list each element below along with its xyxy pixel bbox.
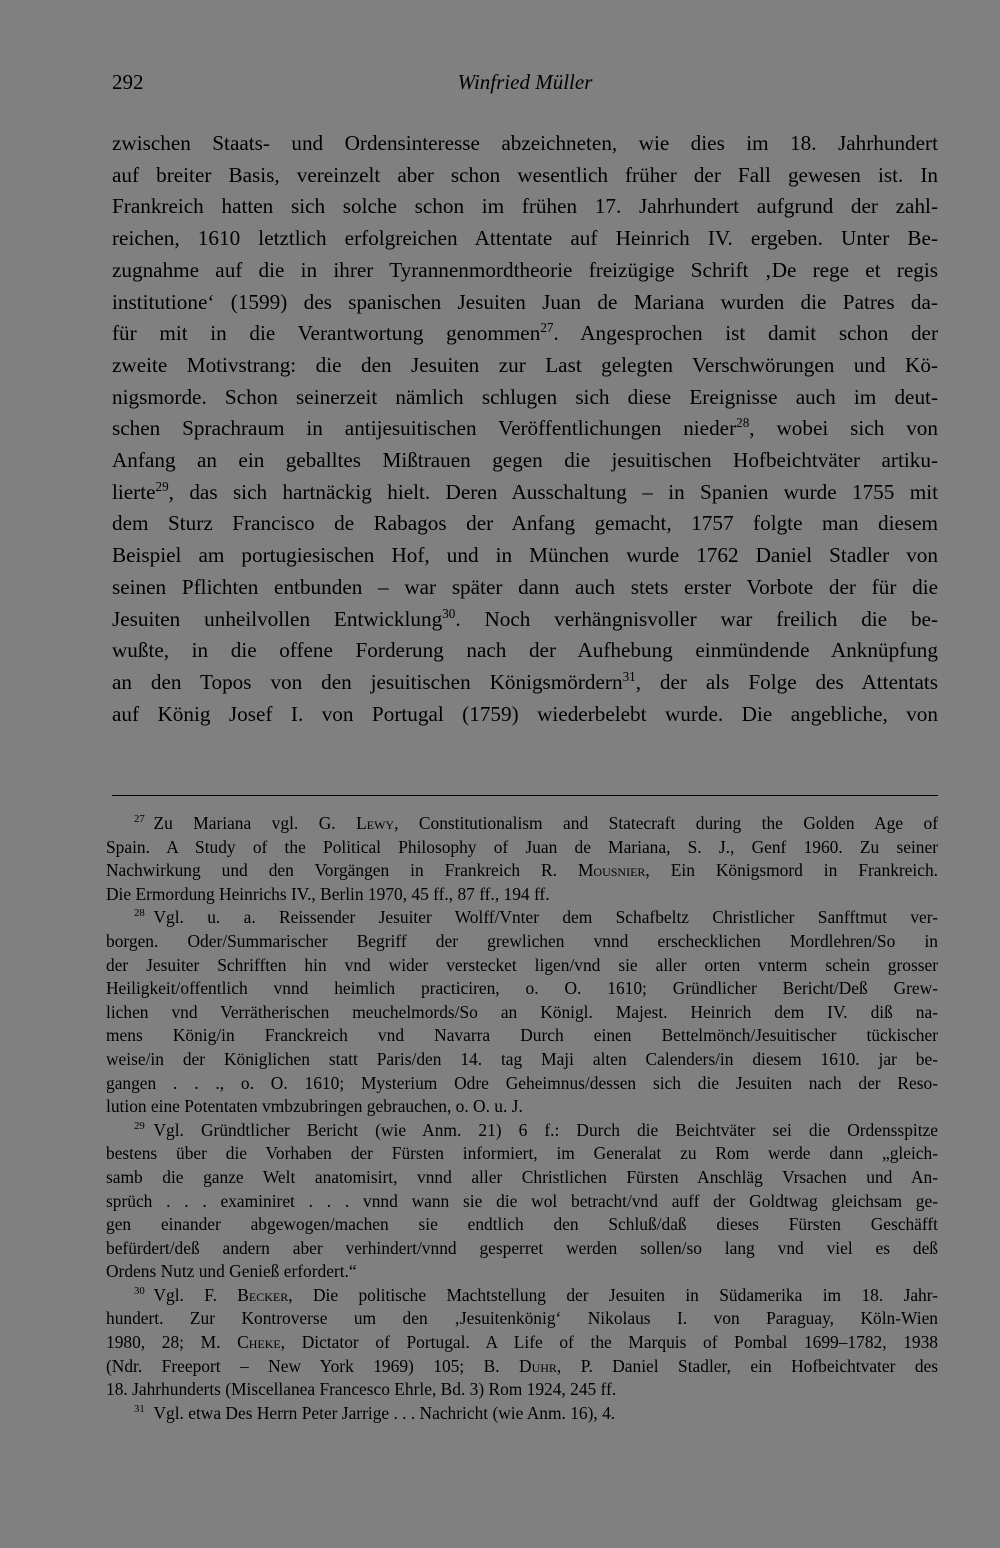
body-line xyxy=(112,572,938,604)
author-name: Becker xyxy=(237,1284,289,1305)
body-line xyxy=(112,445,938,477)
body-line-text: , wobei sich von xyxy=(749,416,938,441)
footnote-line: borgen. Oder/Summarischer Begriff der grewlichen vnnd erschecklichen Mordlehren/So in xyxy=(106,930,938,951)
footnote xyxy=(106,1119,938,1284)
footnote-number: 31 xyxy=(134,1403,145,1416)
footnote-line: (Ndr. Freeport – New York 1969) 105; B. Duhr, P. Daniel Stadler, ein Hofbeichtvater des xyxy=(106,1355,939,1376)
footnote-line: gen einander abgewogen/machen sie endtlich den Schluß/daß dieses Fürsten Geschäfft xyxy=(106,1214,938,1235)
body-line-text: Beispiel am portugiesischen Hof, und in München wurde 1762 Daniel Stadler von xyxy=(112,543,938,568)
footnote-line: lution eine Potentaten vmbzubringen gebrauchen, o. O. u. J. xyxy=(106,1096,523,1117)
body-line xyxy=(112,477,938,509)
body-line xyxy=(112,128,938,160)
body-line xyxy=(112,350,938,382)
body-line xyxy=(112,604,938,636)
footnote-line: Ordens Nutz und Genieß erfordert.“ xyxy=(106,1261,357,1282)
body-line-text: Jesuiten unheilvollen Entwicklung xyxy=(112,606,443,631)
author-name: Duhr xyxy=(519,1355,557,1376)
footnote-ref: 31 xyxy=(622,668,636,684)
footnote-ref: 28 xyxy=(736,415,750,431)
body-line xyxy=(112,667,938,699)
footnote-line: $^{30}$ Vgl. F. Becker, Die politische Machtstellung der Jesuiten in Südamerika im 18. Jahr- xyxy=(134,1284,938,1305)
body-line xyxy=(112,287,938,319)
body-line xyxy=(112,699,938,731)
body-line-text: , das sich hartnäckig hielt. Deren Ausschaltung – in Spanien wurde 1755 mit xyxy=(168,479,938,504)
footnote-ref: 27 xyxy=(540,320,554,336)
footnote-line: 18. Jahrhunderts (Miscellanea Francesco Ehrle, Bd. 3) Rom 1924, 245 ff. xyxy=(106,1379,617,1400)
body-line xyxy=(112,223,938,255)
body-line-text: . Angesprochen ist damit schon der xyxy=(553,321,938,346)
body-line-text: reichen, 1610 letztlich erfolgreichen Attentate auf Heinrich IV. ergeben. Unter Be- xyxy=(112,226,938,251)
body-line xyxy=(112,318,938,350)
footnote-line: $^{27}$ Zu Mariana vgl. G. Lewy, Constitutionalism and Statecraft during the Golden Age of xyxy=(134,813,939,833)
footnote-number: 28 xyxy=(134,907,145,920)
footnote-number: 27 xyxy=(134,813,145,826)
footnote-ref: 30 xyxy=(442,605,456,621)
body-line xyxy=(112,382,938,414)
footnote-ref: 29 xyxy=(155,478,169,494)
body-line-text: für mit in die Verantwortung genommen xyxy=(112,321,541,346)
footnote-line: 1980, 28; M. Cheke, Dictator of Portugal. A Life of the Marquis of Pombal 1699–1782, 1938 xyxy=(106,1332,938,1353)
footnote-line: $^{29}$ Vgl. Gründtlicher Bericht (wie Anm. 21) 6 f.: Durch die Beichtväter sei die Ordensspitze xyxy=(134,1119,938,1140)
footnote-line: der Jesuiter Schrifften hin vnd wider verstecket ligen/vnd sie aller orten vnterm schein grosser xyxy=(106,954,938,975)
body-line xyxy=(112,540,938,572)
body-line-text: dem Sturz Francisco de Rabagos der Anfang gemacht, 1757 folgte man diesem xyxy=(112,511,938,536)
footnote-line: $^{31}$ Vgl. etwa Des Herrn Peter Jarrige . . . Nachricht (wie Anm. 16), 4. xyxy=(134,1402,616,1423)
body-line-text: , der als Folge des Attentats xyxy=(635,669,938,694)
body-line-text: zweite Motivstrang: die den Jesuiten zur Last gelegten Verschwörungen und Kö- xyxy=(112,352,938,377)
body-line-text: nigsmorde. Schon seinerzeit nämlich schlugen sich diese Ereignisse auch im deut- xyxy=(112,384,938,409)
body-line-text: . Noch verhängnisvoller war freilich die be- xyxy=(455,606,938,631)
footnote-line: lichen vnd Verrätherischen meuchelmords/So an Königl. Majest. Heinrich dem IV. diß na- xyxy=(106,1001,938,1022)
page-header xyxy=(112,70,938,100)
author-name: Cheke xyxy=(237,1332,281,1353)
body-line-text: Frankreich hatten sich solche schon im frühen 17. Jahrhundert aufgrund der zahl- xyxy=(112,194,938,219)
footnote-line: bestens über die Vorhaben der Fürsten informiert, im Generalat zu Rom werde dann „gleich- xyxy=(106,1143,938,1164)
footnote-number: 29 xyxy=(134,1119,145,1132)
footnote-number: 30 xyxy=(134,1285,145,1298)
body-line-text: lierte xyxy=(112,479,156,504)
body-line xyxy=(112,191,938,223)
footnotes xyxy=(106,812,938,1425)
footnote-line: Spain. A Study of the Political Philosophy of Juan de Mariana, S. J., Genf 1960. Zu seiner xyxy=(106,836,938,857)
body-line-text: auf König Josef I. von Portugal (1759) wiederbelebt wurde. Die angebliche, von xyxy=(112,701,938,726)
footnote xyxy=(106,1402,938,1426)
footnote-line: samb die ganze Welt anatomisirt, vnnd aller Christlichen Fürsten Anschläg Vrsachen und An- xyxy=(106,1166,938,1187)
footnote xyxy=(106,812,938,906)
body-line xyxy=(112,413,938,445)
footnote-line: $^{28}$ Vgl. u. a. Reissender Jesuiter Wolff/Vnter dem Schafbeltz Christlicher Sanfftmut ver- xyxy=(134,907,938,928)
footnote-separator xyxy=(112,795,938,796)
footnote-line: befürdert/deß andern aber verhindert/vnnd gesperret werden sollen/so lang vnd viel es deß xyxy=(106,1237,938,1258)
body-line xyxy=(112,508,938,540)
body-line xyxy=(112,255,938,287)
body-line-text: zwischen Staats- und Ordensinteresse abzeichneten, wie dies im 18. Jahrhundert xyxy=(112,131,938,155)
footnote-line: Heiligkeit/offentlich vnnd heimlich practiciren, o. O. 1610; Gründlicher Bericht/Deß Grew- xyxy=(106,978,938,999)
body-line-text: schen Sprachraum in antijesuitischen Veröffentlichungen nieder xyxy=(112,416,737,441)
body-line-text: auf breiter Basis, vereinzelt aber schon wesentlich früher der Fall gewesen ist. In xyxy=(112,162,938,187)
running-head: Winfried Müller xyxy=(457,70,593,94)
footnote xyxy=(106,1284,938,1402)
body-line-text: wußte, in die offene Forderung nach der Aufhebung einmündende Anknüpfung xyxy=(112,638,938,663)
footnote-line: sprüch . . . examiniret . . . vnnd wann sie die wol betracht/vnd auff der Goldtwag gleichsam ge- xyxy=(106,1190,938,1211)
footnote xyxy=(106,906,938,1118)
body-line-text: seinen Pflichten entbunden – war später dann auch stets erster Vorbote der für die xyxy=(112,574,938,599)
footnote-line: weise/in der Königlichen statt Paris/den 14. tag Maji alten Calenders/in diesem 1610. jar be- xyxy=(106,1048,938,1069)
main-text xyxy=(112,128,938,730)
footnote-line: mens König/in Franckreich vnd Navarra Durch einen Bettelmönch/Jesuitischer tückischer xyxy=(106,1025,938,1046)
body-line-text: institutione‘ (1599) des spanischen Jesuiten Juan de Mariana wurden die Patres da- xyxy=(112,289,938,314)
page-number: 292 xyxy=(112,70,144,94)
author-name: Mousnier xyxy=(577,860,646,881)
body-line-text: an den Topos von den jesuitischen Königsmördern xyxy=(112,669,623,694)
body-line xyxy=(112,635,938,667)
author-name: Lewy xyxy=(356,813,395,833)
body-line xyxy=(112,160,938,192)
footnote-line: gangen . . ., o. O. 1610; Mysterium Odre Geheimnus/dessen sich die Jesuiten nach der Reso- xyxy=(106,1072,938,1093)
body-line-text: Anfang an ein geballtes Mißtrauen gegen die jesuitischen Hofbeichtväter artiku- xyxy=(112,448,938,473)
body-line-text: zugnahme auf die in ihrer Tyrannenmordtheorie freizügige Schrift ‚De rege et regis xyxy=(112,257,938,282)
footnote-line: hundert. Zur Kontroverse um den ‚Jesuitenkönig‘ Nikolaus I. von Paraguay, Köln-Wien xyxy=(106,1308,938,1329)
footnote-line: Die Ermordung Heinrichs IV., Berlin 1970, 45 ff., 87 ff., 194 ff. xyxy=(106,883,550,904)
footnote-line: Nachwirkung und den Vorgängen in Frankreich R. Mousnier, Ein Königsmord in Frankreich. xyxy=(106,860,938,881)
